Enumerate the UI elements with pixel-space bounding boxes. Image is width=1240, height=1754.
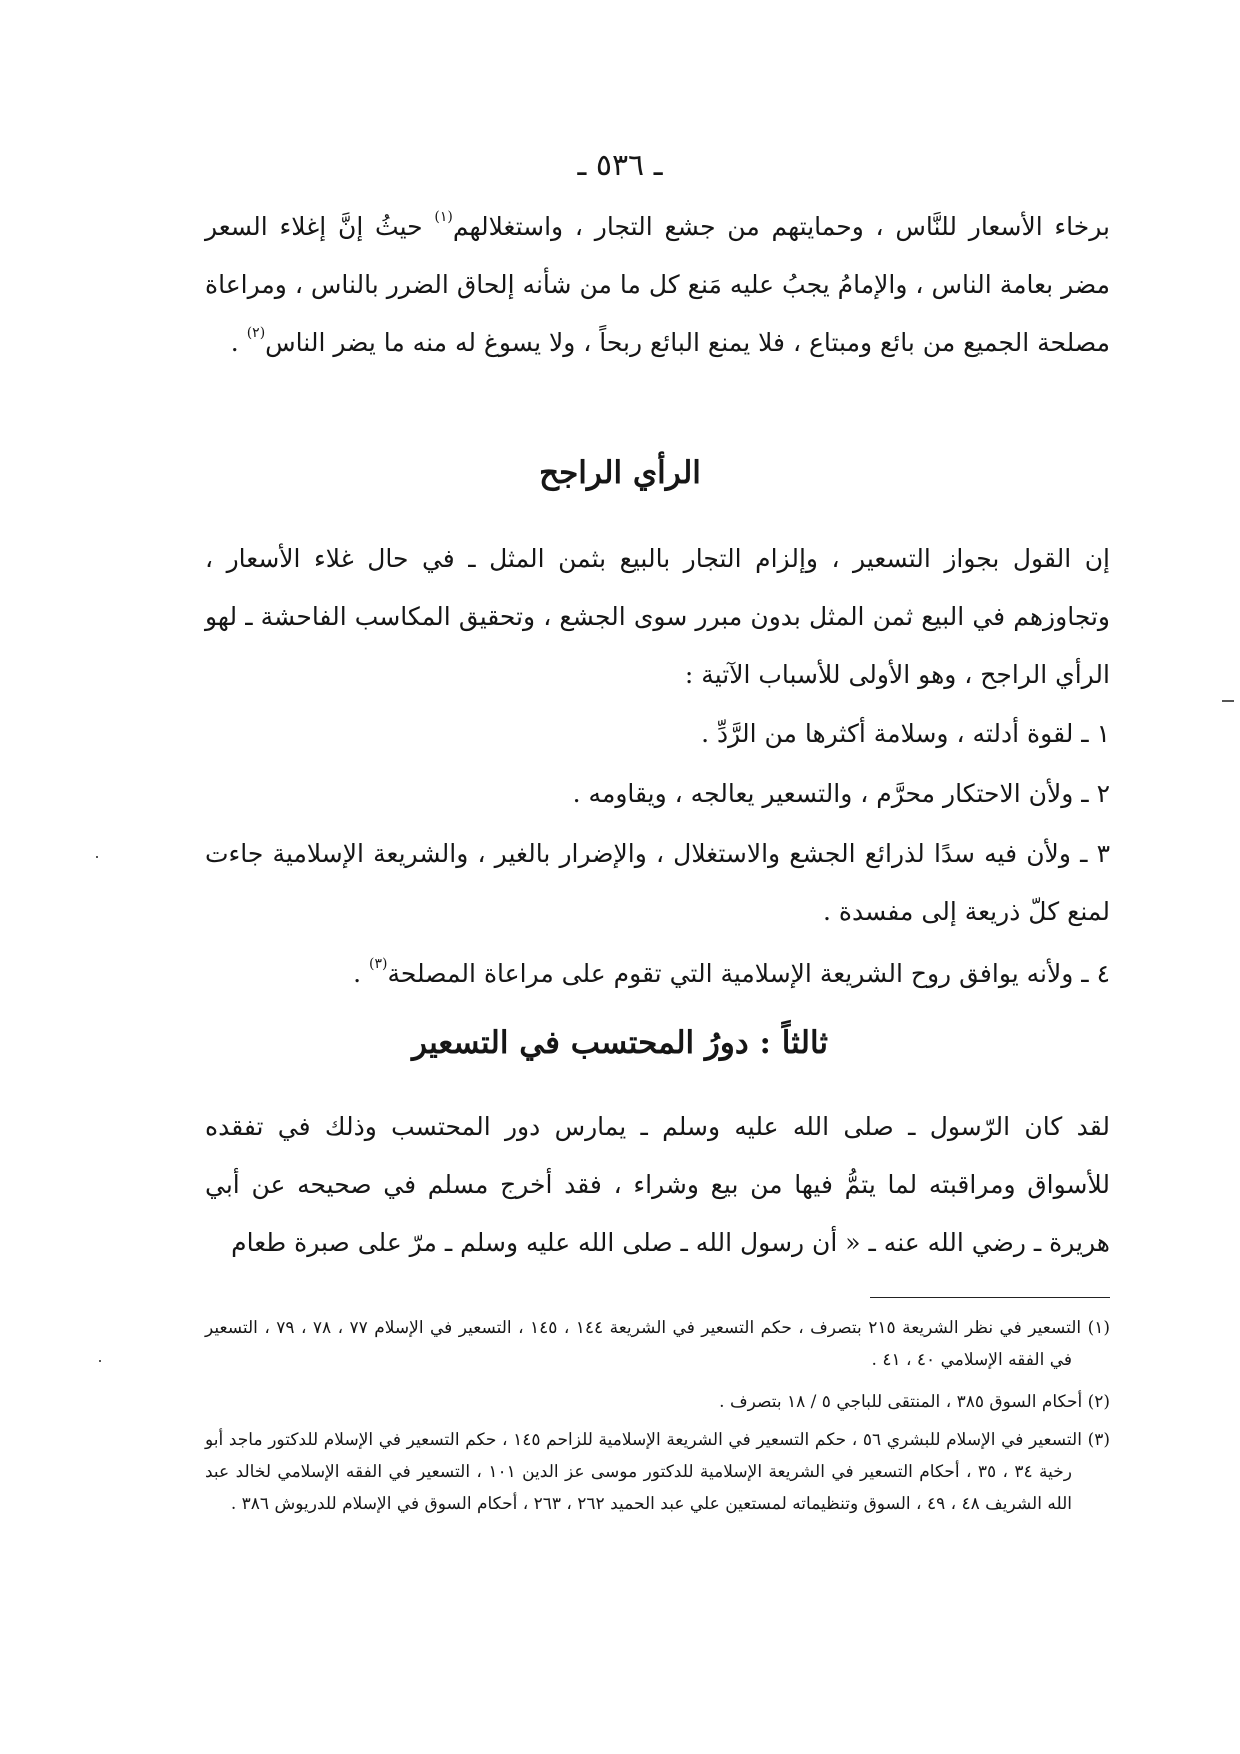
intro-text-3: .: [230, 328, 247, 357]
scan-artifact-left-bottom: [99, 1360, 101, 1362]
list-item-4-text: ٤ ـ ولأنه يوافق روح الشريعة الإسلامية التي تقوم على مراعاة المصلحة: [387, 959, 1110, 988]
footnote-ref-2[interactable]: (٢): [246, 325, 266, 341]
section-heading-muhtasib: ثالثاً : دورُ المحتسب في التسعير: [411, 1025, 829, 1061]
footnote-3: (٣) التسعير في الإسلام للبشري ٥٦ ، حكم التسعير في الشريعة الإسلامية للزاحم ١٤٥ ، حكم التسعير في الإسلام للدكتور ماجد أبو رخية ٣٤ ، ٣٥ ، أحكام التسعير في الشريعة الإسلامية للدكتور موسى عز الدين ١٠١ ، التسعير في الفقه الإسلامي لخالد عبد الله الشريف ٤٨ ، ٤٩ ، السوق وتنظيماته لمستعين علي عبد الحميد ٢٦٢ ، ٢٦٣ ، أحكام السوق في الإسلام للدريوش ٣٨٦ .: [205, 1430, 1110, 1514]
footnote-2: (٢) أحكام السوق ٣٨٥ ، المنتقى للباجي ٥ / ١٨ بتصرف .: [719, 1392, 1110, 1412]
list-item-2: ٢ ـ ولأن الاحتكار محرَّم ، والتسعير يعالجه ، ويقاومه .: [572, 779, 1110, 808]
footnote-1: (١) التسعير في نظر الشريعة ٢١٥ بتصرف ، حكم التسعير في الشريعة ١٤٤ ، ١٤٥ ، التسعير في الإسلام ٧٧ ، ٧٨ ، ٧٩ ، التسعير في الفقه الإسلامي ٤٠ ، ٤١ .: [205, 1318, 1110, 1370]
list-item-1: ١ ـ لقوة أدلته ، وسلامة أكثرها من الرَّدِّ .: [701, 719, 1110, 748]
page-number: ـ ٥٣٦ ـ: [577, 148, 663, 183]
footnote-ref-3[interactable]: (٣): [369, 956, 388, 972]
list-item-4: [205, 945, 1110, 1003]
scan-artifact-left-top: [96, 856, 98, 858]
intro-text-1: برخاء الأسعار للنَّاس ، وحمايتهم من جشع التجار ، واستغلالهم: [452, 212, 1111, 241]
intro-text-2: حيثُ إنَّ إغلاء السعر مضر بعامة الناس ، والإمامُ يجبُ عليه مَنع كل ما من شأنه إلحاق الضرر بالناس ، ومراعاة مصلحة الجميع من بائع ومبتاع ، فلا يمنع البائع ربحاً ، ولا يسوغ له منه ما يضر الناس: [205, 212, 1110, 357]
list-item-4-end: .: [353, 959, 370, 988]
footnote-divider: [870, 1297, 1110, 1298]
scan-artifact-right: [1222, 700, 1234, 702]
section-heading-preferred-opinion: الرأي الراجح: [539, 455, 701, 491]
footnote-ref-1[interactable]: (١): [434, 209, 453, 225]
section1-body: إن القول بجواز التسعير ، وإلزام التجار بالبيع بثمن المثل ـ في حال غلاء الأسعار ، وتجاوزهم في البيع ثمن المثل بدون مبرر سوى الجشع ، وتحقيق المكاسب الفاحشة ـ لهو الرأي الراجح ، وهو الأولى للأسباب الآتية :: [205, 544, 1110, 689]
intro-paragraph: [205, 198, 1110, 372]
section2-body: لقد كان الرّسول ـ صلى الله عليه وسلم ـ يمارس دور المحتسب وذلك في تفقده للأسواق ومراقبته لما يتمُّ فيها من بيع وشراء ، فقد أخرج مسلم في صحيحه عن أبي هريرة ـ رضي الله عنه ـ « أن رسول الله ـ صلى الله عليه وسلم ـ مرّ على صبرة طعام: [205, 1112, 1110, 1257]
list-item-3: ٣ ـ ولأن فيه سدًا لذرائع الجشع والاستغلال ، والإضرار بالغير ، والشريعة الإسلامية جاءت لمنع كلّ ذريعة إلى مفسدة .: [205, 839, 1110, 926]
